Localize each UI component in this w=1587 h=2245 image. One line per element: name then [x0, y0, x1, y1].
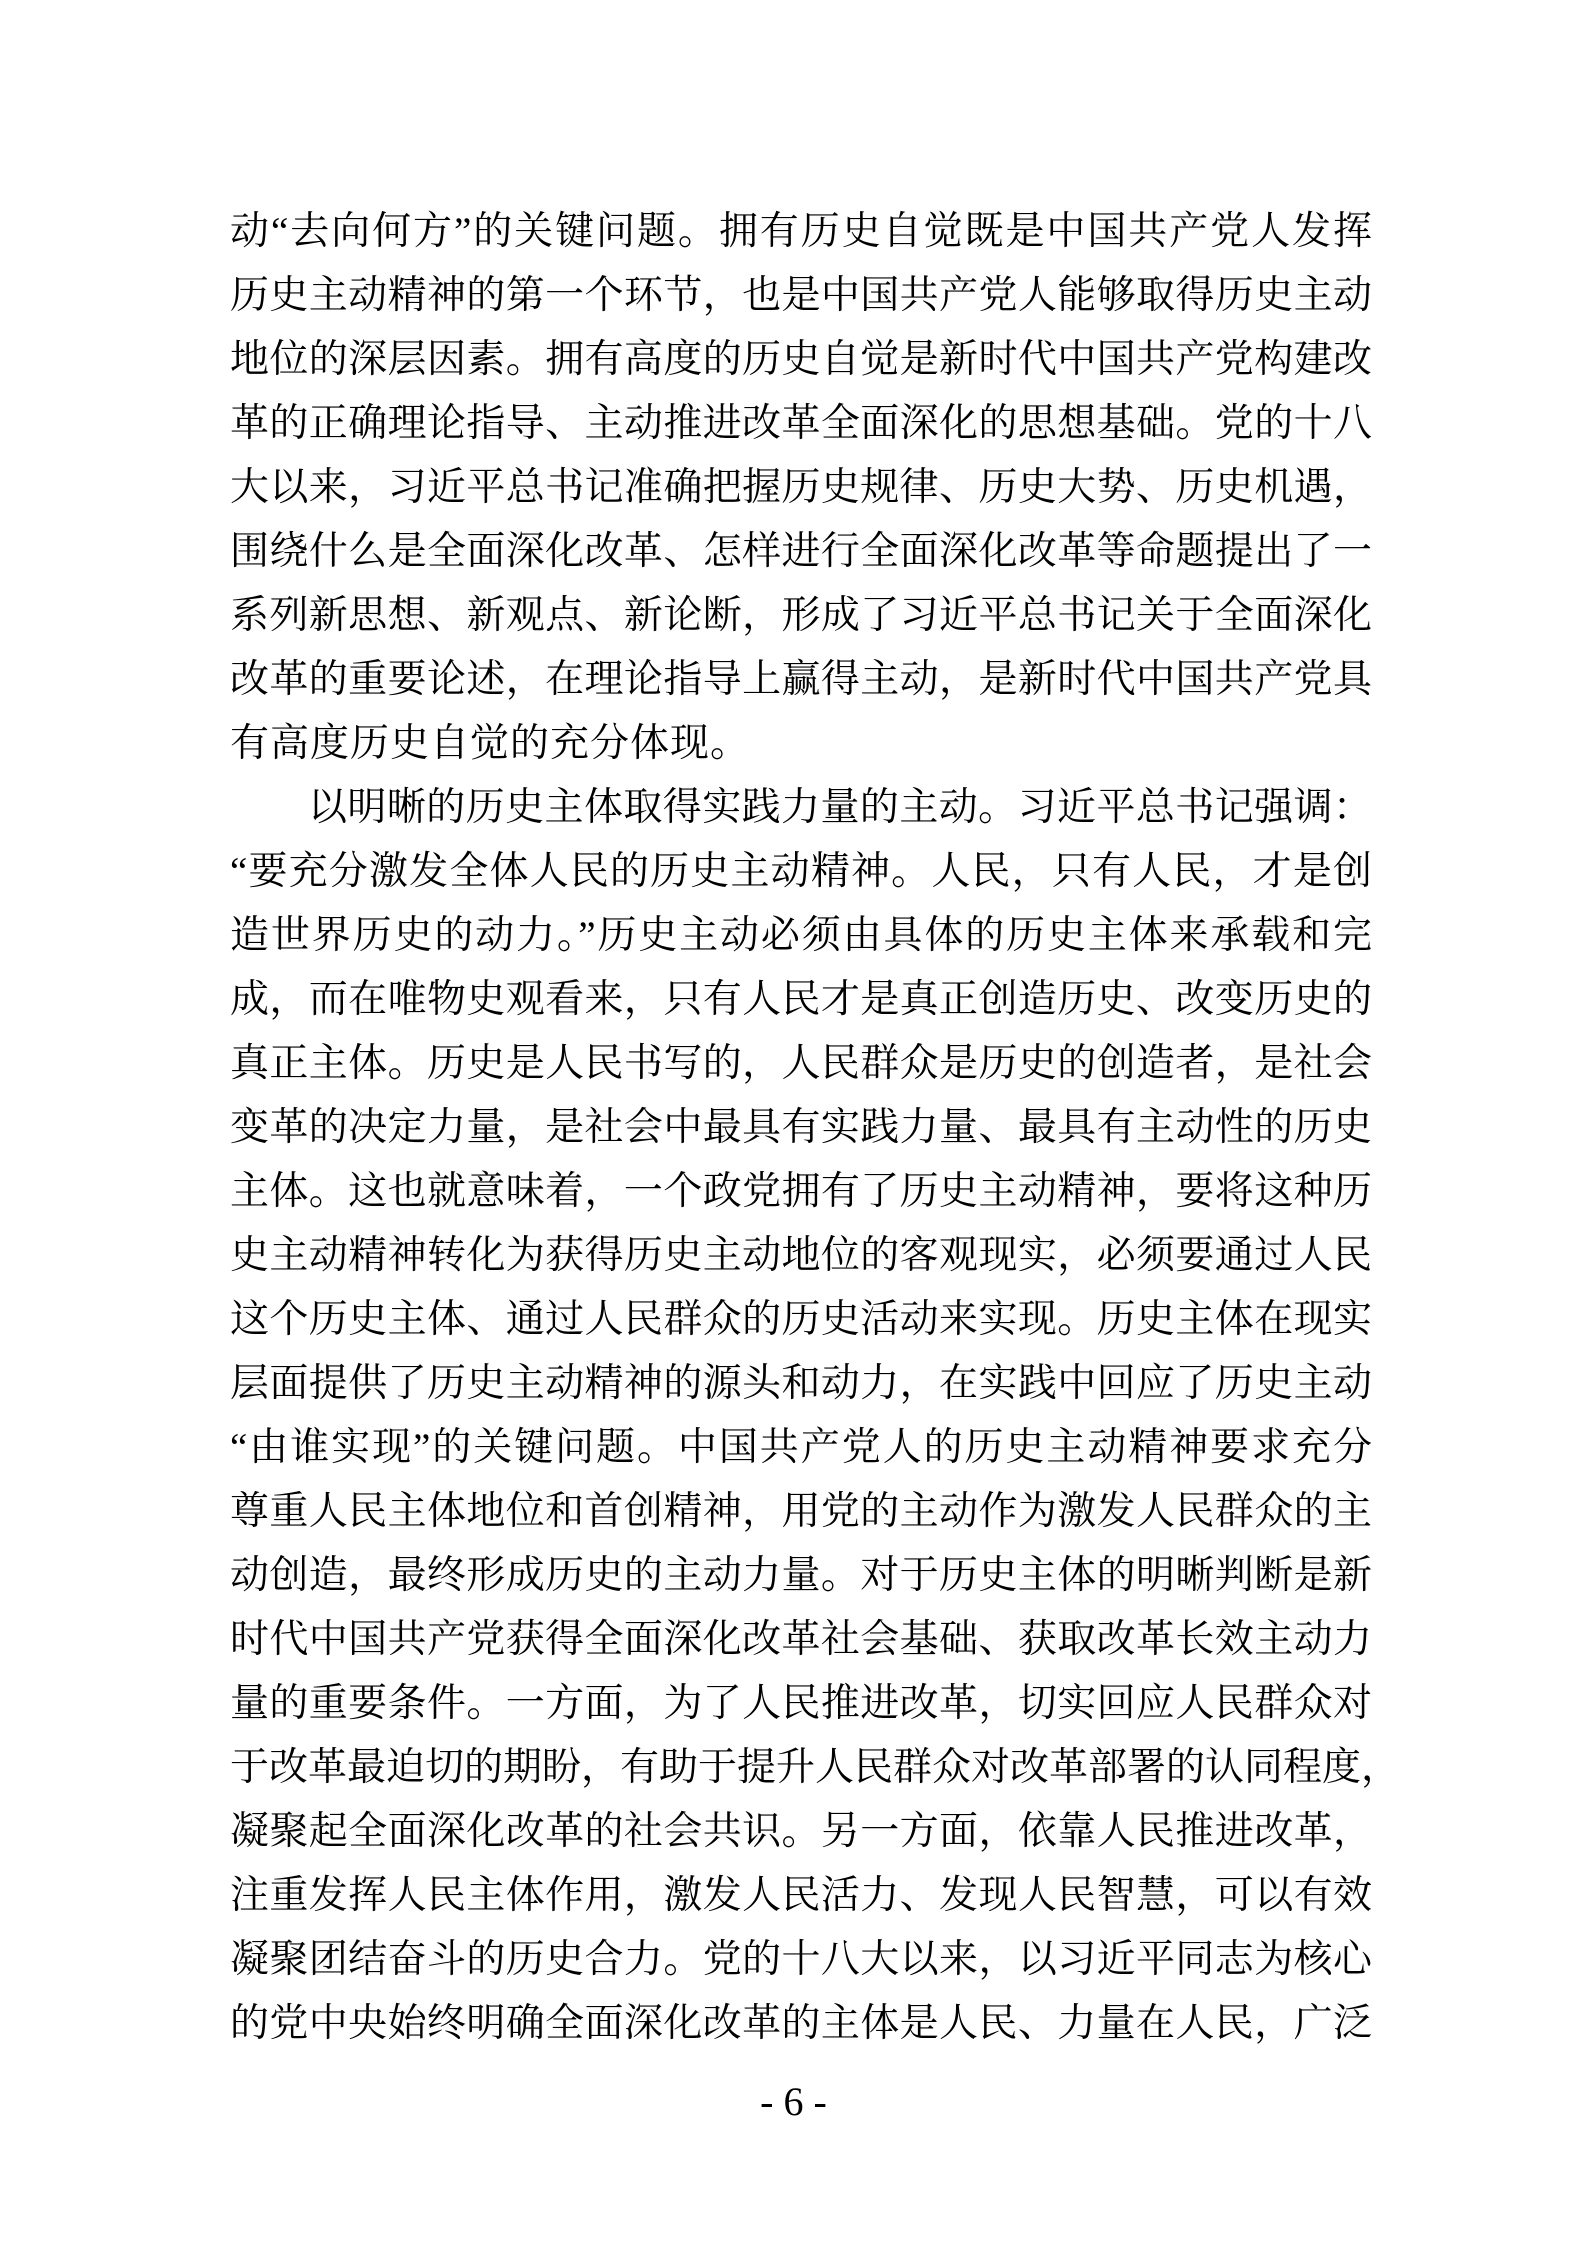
text-line-paragraph-start: 以明晰的历史主体取得实践力量的主动。习近平总书记强调：	[308, 786, 1372, 829]
text-line: 层面提供了历史主动精神的源头和动力，在实践中回应了历史主动	[230, 1362, 1372, 1405]
text-line: 动创造，最终形成历史的主动力量。对于历史主体的明晰判断是新	[230, 1554, 1372, 1597]
text-line: 动“去向何方”的关键问题。拥有历史自觉既是中国共产党人发挥	[230, 210, 1372, 253]
text-line: 注重发挥人民主体作用，激发人民活力、发现人民智慧，可以有效	[230, 1874, 1372, 1917]
text-line: 系列新思想、新观点、新论断，形成了习近平总书记关于全面深化	[230, 594, 1372, 637]
text-line: 的党中央始终明确全面深化改革的主体是人民、力量在人民，广泛	[230, 2002, 1372, 2045]
text-line: “要充分激发全体人民的历史主动精神。人民，只有人民，才是创	[230, 850, 1372, 893]
text-line: 地位的深层因素。拥有高度的历史自觉是新时代中国共产党构建改	[230, 338, 1372, 381]
text-line: 造世界历史的动力。”历史主动必须由具体的历史主体来承载和完	[230, 914, 1372, 957]
text-line: 这个历史主体、通过人民群众的历史活动来实现。历史主体在现实	[230, 1298, 1372, 1341]
text-line: 时代中国共产党获得全面深化改革社会基础、获取改革长效主动力	[230, 1618, 1372, 1661]
text-line: 史主动精神转化为获得历史主动地位的客观现实，必须要通过人民	[230, 1234, 1372, 1277]
text-line: “由谁实现”的关键问题。中国共产党人的历史主动精神要求充分	[230, 1426, 1372, 1469]
text-line: 主体。这也就意味着，一个政党拥有了历史主动精神，要将这种历	[230, 1170, 1372, 1213]
text-line: 改革的重要论述，在理论指导上赢得主动，是新时代中国共产党具	[230, 658, 1372, 701]
text-line-paragraph-end: 有高度历史自觉的充分体现。	[230, 722, 751, 765]
text-line: 成，而在唯物史观看来，只有人民才是真正创造历史、改变历史的	[230, 978, 1372, 1021]
text-line: 尊重人民主体地位和首创精神，用党的主动作为激发人民群众的主	[230, 1490, 1372, 1533]
text-line: 大以来，习近平总书记准确把握历史规律、历史大势、历史机遇，	[230, 466, 1372, 509]
text-line: 于改革最迫切的期盼，有助于提升人民群众对改革部署的认同程度，	[230, 1746, 1401, 1789]
text-line: 真正主体。历史是人民书写的，人民群众是历史的创造者，是社会	[230, 1042, 1372, 1085]
text-line: 凝聚起全面深化改革的社会共识。另一方面，依靠人民推进改革，	[230, 1810, 1372, 1853]
text-line: 历史主动精神的第一个环节，也是中国共产党人能够取得历史主动	[230, 274, 1372, 317]
text-line: 量的重要条件。一方面，为了人民推进改革，切实回应人民群众对	[230, 1682, 1372, 1725]
document-body	[230, 200, 1401, 2056]
page-number: - 6 -	[760, 2079, 827, 2124]
text-line: 变革的决定力量，是社会中最具有实践力量、最具有主动性的历史	[230, 1106, 1372, 1149]
text-line: 革的正确理论指导、主动推进改革全面深化的思想基础。党的十八	[230, 402, 1372, 445]
text-line: 凝聚团结奋斗的历史合力。党的十八大以来，以习近平同志为核心	[230, 1938, 1372, 1981]
text-line: 围绕什么是全面深化改革、怎样进行全面深化改革等命题提出了一	[230, 530, 1372, 573]
